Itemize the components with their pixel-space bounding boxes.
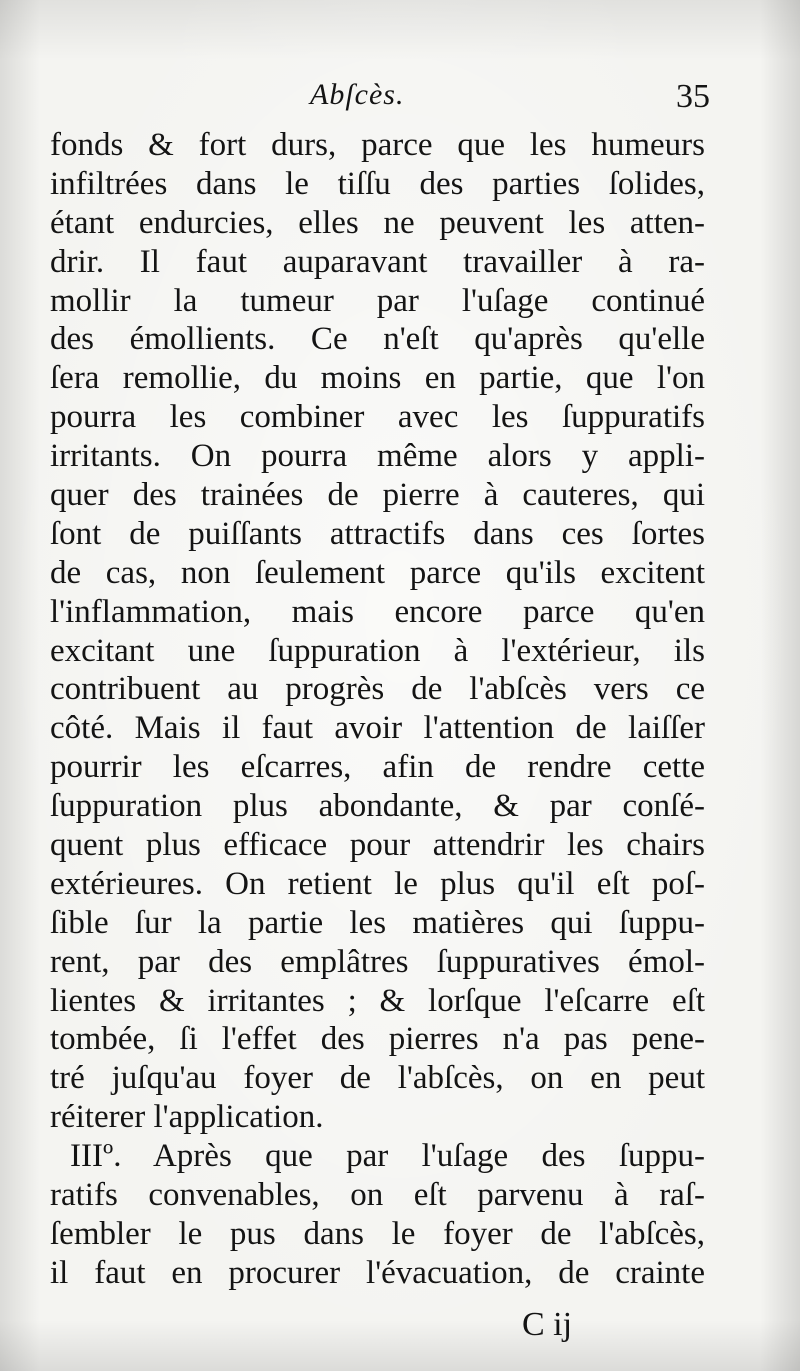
text-line: infiltrées dans le tiſſu des parties ſolides,: [50, 165, 705, 202]
text-line: ſera remollie, du moins en partie, que l'on: [50, 360, 705, 397]
text-line: quer des trainées de pierre à cauteres, qui: [50, 477, 705, 514]
text-line: extérieures. On retient le plus qu'il eſt poſ-: [50, 865, 705, 902]
text-line: étant endurcies, elles ne peuvent les atten-: [50, 204, 705, 241]
text-line: rent, par des emplâtres ſuppuratives émol-: [50, 943, 705, 980]
text-line: excitant une ſuppuration à l'extérieur, ils: [50, 632, 705, 669]
body-text: [50, 126, 705, 1293]
text-line: quent plus efficace pour attendrir les chairs: [50, 827, 705, 864]
text-line: des émollients. Ce n'eſt qu'après qu'elle: [50, 321, 705, 358]
text-line: fonds & fort durs, parce que les humeurs: [50, 127, 705, 163]
text-line: ſembler le pus dans le foyer de l'abſcès,: [50, 1215, 705, 1252]
text-line: lientes & irritantes ; & lorſque l'eſcarre eſt: [50, 982, 705, 1019]
text-line: tré juſqu'au foyer de l'abſcès, on en peut: [50, 1060, 705, 1097]
text-line: l'inflammation, mais encore parce qu'en: [50, 593, 705, 630]
text-line: tombée, ſi l'effet des pierres n'a pas pene-: [50, 1021, 705, 1058]
text-line: de cas, non ſeulement parce qu'ils excitent: [50, 554, 705, 591]
text-line: réiterer l'application.: [50, 1099, 324, 1136]
text-line: ratifs convenables, on eſt parvenu à raſ-: [50, 1177, 705, 1214]
paragraph-2: [50, 1137, 705, 1293]
text-line: ſuppuration plus abondante, & par conſé-: [50, 788, 705, 825]
text-line: ſible ſur la partie les matières qui ſuppu-: [50, 904, 705, 941]
text-line: IIIº. Après que par l'uſage des ſuppu-: [70, 1138, 705, 1175]
text-line: mollir la tumeur par l'uſage continué: [50, 282, 705, 319]
text-line: pourra les combiner avec les ſuppuratifs: [50, 399, 705, 436]
text-line: ſont de puiſſants attractifs dans ces ſortes: [50, 515, 705, 552]
text-line: pourrir les eſcarres, afin de rendre cette: [50, 749, 705, 786]
paragraph-1: [50, 126, 705, 1137]
text-line: il faut en procurer l'évacuation, de crainte: [50, 1254, 705, 1291]
signature-mark: C ij: [522, 1306, 573, 1343]
text-line: irritants. On pourra même alors y appli-: [50, 438, 705, 475]
page-header: [50, 78, 710, 124]
text-line: côté. Mais il faut avoir l'attention de laiſſer: [50, 710, 705, 747]
text-line: contribuent au progrès de l'abſcès vers ce: [50, 671, 705, 708]
page-number: 35: [676, 78, 710, 115]
running-title: Abſcès.: [310, 78, 405, 111]
text-line: drir. Il faut auparavant travailler à ra-: [50, 243, 705, 280]
